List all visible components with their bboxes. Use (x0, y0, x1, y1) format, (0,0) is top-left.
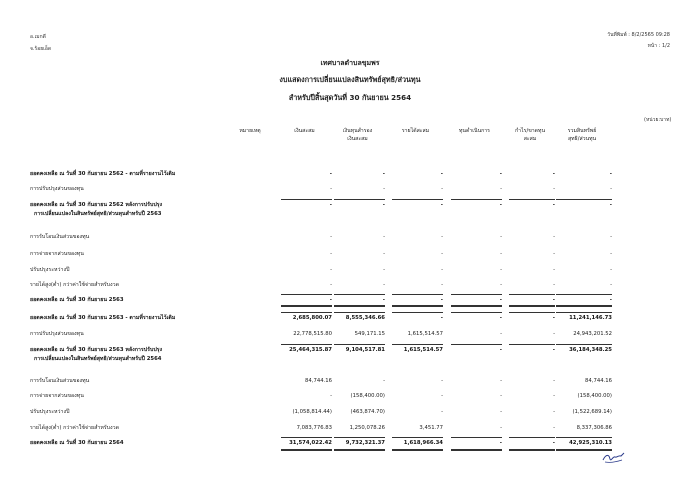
table-cell: - (499, 440, 502, 446)
table-cell: - (441, 282, 443, 288)
table-cell: 9,104,517.81 (345, 347, 385, 353)
row-label (30, 171, 175, 178)
table-cell: - (610, 267, 612, 273)
table-cell: - (552, 347, 555, 353)
subtotal-rule (451, 312, 502, 313)
table-cell: 36,184,348.25 (569, 347, 612, 353)
table-cell: - (610, 282, 612, 288)
total-double-rule (451, 305, 502, 307)
table-cell: - (382, 202, 385, 208)
total-double-rule (281, 305, 332, 307)
table-cell: (1,058,814.44) (292, 409, 332, 415)
row-label-line1: รายได้สูง(ต่ำ) กว่าค่าใช้จ่ายสำหรับงวด (30, 282, 120, 288)
row-label (30, 234, 89, 241)
table-cell: 24,943,201.52 (573, 331, 612, 337)
total-double-rule (334, 449, 385, 451)
column-header (447, 127, 502, 135)
subtotal-rule (281, 437, 332, 438)
table-cell: - (553, 267, 555, 273)
table-cell: - (329, 171, 332, 177)
row-label (30, 202, 162, 218)
subtotal-rule (556, 312, 612, 313)
subtotal-rule (451, 344, 502, 345)
row-label-line1: ยอดคงเหลือ ณ วันที่ 30 กันยายน 2563 (30, 297, 124, 303)
table-cell: - (440, 297, 443, 303)
table-cell: 25,464,315.87 (289, 347, 332, 353)
column-header-line2: สุทธิ/ส่วนทุน (567, 136, 597, 142)
column-header-line1: กำไร/ขาดทุน (515, 128, 545, 134)
subtotal-rule (334, 437, 385, 438)
row-label-line1: ยอดคงเหลือ ณ วันที่ 30 กันยายน 2562 หลังการปรับปรุง (30, 202, 163, 208)
table-cell: - (382, 171, 385, 177)
table-cell: - (553, 282, 555, 288)
subtotal-rule (281, 294, 332, 295)
table-cell: 3,451.77 (419, 425, 443, 431)
row-label (30, 267, 69, 274)
table-cell: - (553, 234, 555, 240)
subtotal-rule (451, 199, 502, 200)
table-cell: 1,250,078.26 (349, 425, 385, 431)
table-cell: - (552, 297, 555, 303)
total-double-rule (451, 449, 502, 451)
subtotal-rule (334, 294, 385, 295)
table-cell: 8,555,346.66 (345, 315, 385, 321)
table-cell: - (330, 267, 332, 273)
subtotal-rule (334, 344, 385, 345)
subtotal-rule (509, 312, 555, 313)
table-cell: 9,732,321.37 (345, 440, 385, 446)
table-cell: - (552, 440, 555, 446)
row-label (30, 251, 84, 258)
row-label-line1: การรับโอนเงินส่วนของทุน (30, 234, 90, 240)
table-cell: - (440, 315, 443, 321)
table-cell: - (499, 171, 502, 177)
subtotal-rule (281, 312, 332, 313)
total-double-rule (392, 305, 443, 307)
table-cell: (1,522,689.14) (572, 409, 612, 415)
table-cell: - (553, 409, 555, 415)
table-cell: - (383, 282, 385, 288)
table-cell: 1,615,514.57 (403, 347, 443, 353)
column-header-line2: เงินสะสม (347, 136, 368, 142)
row-label-line1: การจ่ายจากส่วนของทุน (30, 393, 84, 399)
column-header (388, 127, 443, 135)
table-cell: 22,778,515.80 (293, 331, 332, 337)
column-header (505, 127, 555, 143)
column-header-line2: สะสม (523, 136, 537, 142)
column-header-line1: รวมสินทรัพย์ (567, 128, 597, 134)
row-label-line1: ยอดคงเหลือ ณ วันที่ 30 กันยายน 2564 (30, 440, 124, 446)
table-cell: - (553, 378, 555, 384)
row-label-line2: การเปลี่ยนแปลงในสินทรัพย์สุทธิ/ส่วนทุนสำหรับปี 2563 (34, 211, 162, 217)
table-cell: - (441, 393, 443, 399)
table-cell: - (609, 202, 612, 208)
subtotal-rule (281, 344, 332, 345)
header-district: อ.เมกดี (30, 34, 46, 40)
row-label (30, 409, 69, 416)
table-cell: 11,241,146.73 (569, 315, 612, 321)
table-cell: - (553, 425, 555, 431)
row-label (30, 378, 89, 385)
subtotal-rule (392, 344, 443, 345)
table-cell: - (499, 315, 502, 321)
table-cell: - (441, 378, 443, 384)
organization-name: เทศบาลตำบลขุมพร (320, 59, 380, 67)
column-header (330, 127, 385, 143)
table-cell: 1,615,514.57 (407, 331, 443, 337)
table-cell: - (610, 234, 612, 240)
column-header (225, 127, 275, 135)
table-cell: - (500, 331, 502, 337)
table-cell: - (330, 234, 332, 240)
subtotal-rule (281, 199, 332, 200)
table-cell: - (441, 409, 443, 415)
total-double-rule (392, 449, 443, 451)
table-cell: - (499, 202, 502, 208)
subtotal-rule (509, 199, 555, 200)
column-header (552, 127, 612, 143)
row-label-line1: ปรับปรุงระหว่างปี (30, 267, 70, 273)
table-cell: (463,874.70) (350, 409, 385, 415)
table-cell: - (330, 393, 332, 399)
table-cell: - (553, 186, 555, 192)
table-cell: - (383, 378, 385, 384)
table-cell: - (440, 202, 443, 208)
table-cell: - (383, 234, 385, 240)
subtotal-rule (392, 312, 443, 313)
total-double-rule (281, 449, 332, 451)
table-cell: - (609, 171, 612, 177)
row-label-line1: ยอดคงเหลือ ณ วันที่ 30 กันยายน 2562 - ตามที่รายงานไว้เดิม (30, 171, 176, 177)
row-label (30, 425, 119, 432)
table-cell: - (610, 251, 612, 257)
table-cell: - (441, 267, 443, 273)
table-cell: - (552, 202, 555, 208)
table-cell: - (553, 393, 555, 399)
table-cell: (158,400.00) (350, 393, 385, 399)
table-cell: 31,574,022.42 (289, 440, 332, 446)
row-label (30, 186, 84, 193)
row-label-line1: ยอดคงเหลือ ณ วันที่ 30 กันยายน 2563 - ตามที่รายงานไว้เดิม (30, 315, 176, 321)
column-header-line1: เงินสะสม (294, 128, 315, 134)
table-cell: 42,925,310.13 (569, 440, 612, 446)
table-cell: 8,337,306.86 (576, 425, 612, 431)
row-label-line1: การปรับปรุงส่วนของทุน (30, 331, 84, 337)
table-cell: - (552, 315, 555, 321)
subtotal-rule (556, 294, 612, 295)
table-cell: - (329, 202, 332, 208)
table-cell: - (610, 186, 612, 192)
table-cell: - (383, 267, 385, 273)
table-cell: - (500, 251, 502, 257)
table-cell: - (440, 171, 443, 177)
row-label-line1: ปรับปรุงระหว่างปี (30, 409, 70, 415)
table-cell: - (330, 186, 332, 192)
table-cell: 84,744.16 (305, 378, 332, 384)
table-cell: - (441, 234, 443, 240)
total-double-rule (556, 305, 612, 307)
table-cell: 1,618,966.34 (403, 440, 443, 446)
subtotal-rule (509, 294, 555, 295)
row-label (30, 297, 124, 304)
table-cell: - (382, 297, 385, 303)
table-cell: 7,083,776.83 (296, 425, 332, 431)
column-header-line1: รายได้สะสม (401, 128, 430, 134)
total-double-rule (509, 449, 555, 451)
table-cell: 84,744.16 (585, 378, 612, 384)
table-cell: - (499, 347, 502, 353)
subtotal-rule (451, 437, 502, 438)
table-cell: - (553, 331, 555, 337)
row-label-line1: ยอดคงเหลือ ณ วันที่ 30 กันยายน 2563 หลังการปรับปรุง (30, 347, 163, 353)
table-cell: - (500, 186, 502, 192)
table-cell: - (500, 378, 502, 384)
subtotal-rule (556, 199, 612, 200)
print-date: วันที่พิมพ์ : 8/2/2565 09:28 (607, 32, 670, 38)
row-label (30, 440, 124, 447)
table-cell: 2,685,800.07 (292, 315, 332, 321)
table-cell: - (441, 251, 443, 257)
subtotal-rule (451, 294, 502, 295)
row-label-line1: การรับโอนเงินส่วนของทุน (30, 378, 90, 384)
table-cell: - (329, 297, 332, 303)
total-double-rule (334, 305, 385, 307)
unit-label: (หน่วย:บาท) (644, 117, 672, 123)
header-province: จ.ร้อยเอ็ด (30, 46, 52, 52)
table-cell: - (499, 297, 502, 303)
column-header-line1: ทุนดำเนินการ (459, 128, 490, 134)
table-cell: (158,400.00) (577, 393, 612, 399)
table-cell: - (383, 251, 385, 257)
row-label-line2: การเปลี่ยนแปลงในสินทรัพย์สุทธิ/ส่วนทุนสำหรับปี 2564 (34, 356, 162, 362)
subtotal-rule (392, 437, 443, 438)
subtotal-rule (556, 344, 612, 345)
subtotal-rule (334, 199, 385, 200)
row-label-line1: การจ่ายจากส่วนของทุน (30, 251, 84, 257)
table-cell: - (383, 186, 385, 192)
signature-mark (600, 450, 626, 466)
table-cell: - (500, 409, 502, 415)
page-number: หน้า : 1/2 (647, 43, 670, 49)
column-header-line1: เงินทุนสำรอง (342, 128, 373, 134)
table-cell: 549,171.15 (354, 331, 385, 337)
table-cell: - (441, 186, 443, 192)
row-label-line1: การปรับปรุงส่วนของทุน (30, 186, 84, 192)
table-cell: - (552, 171, 555, 177)
subtotal-rule (509, 344, 555, 345)
table-cell: - (330, 251, 332, 257)
table-cell: - (500, 267, 502, 273)
report-title: งบแสดงการเปลี่ยนแปลงสินทรัพย์สุทธิ/ส่วนทุน (279, 75, 421, 84)
report-period: สำหรับปีสิ้นสุดวันที่ 30 กันยายน 2564 (288, 93, 412, 102)
table-cell: - (500, 393, 502, 399)
row-label (30, 393, 84, 400)
table-cell: - (609, 297, 612, 303)
column-header (277, 127, 332, 135)
table-cell: - (500, 234, 502, 240)
subtotal-rule (509, 437, 555, 438)
row-label-line1: รายได้สูง(ต่ำ) กว่าค่าใช้จ่ายสำหรับงวด (30, 425, 120, 431)
table-cell: - (330, 282, 332, 288)
subtotal-rule (392, 199, 443, 200)
subtotal-rule (556, 437, 612, 438)
row-label (30, 347, 162, 363)
row-label (30, 282, 119, 289)
table-cell: - (500, 425, 502, 431)
table-cell: - (553, 251, 555, 257)
subtotal-rule (392, 294, 443, 295)
column-header-line1: หมายเหตุ (239, 128, 261, 134)
table-cell: - (500, 282, 502, 288)
subtotal-rule (334, 312, 385, 313)
total-double-rule (509, 305, 555, 307)
row-label (30, 331, 84, 338)
row-label (30, 315, 175, 322)
